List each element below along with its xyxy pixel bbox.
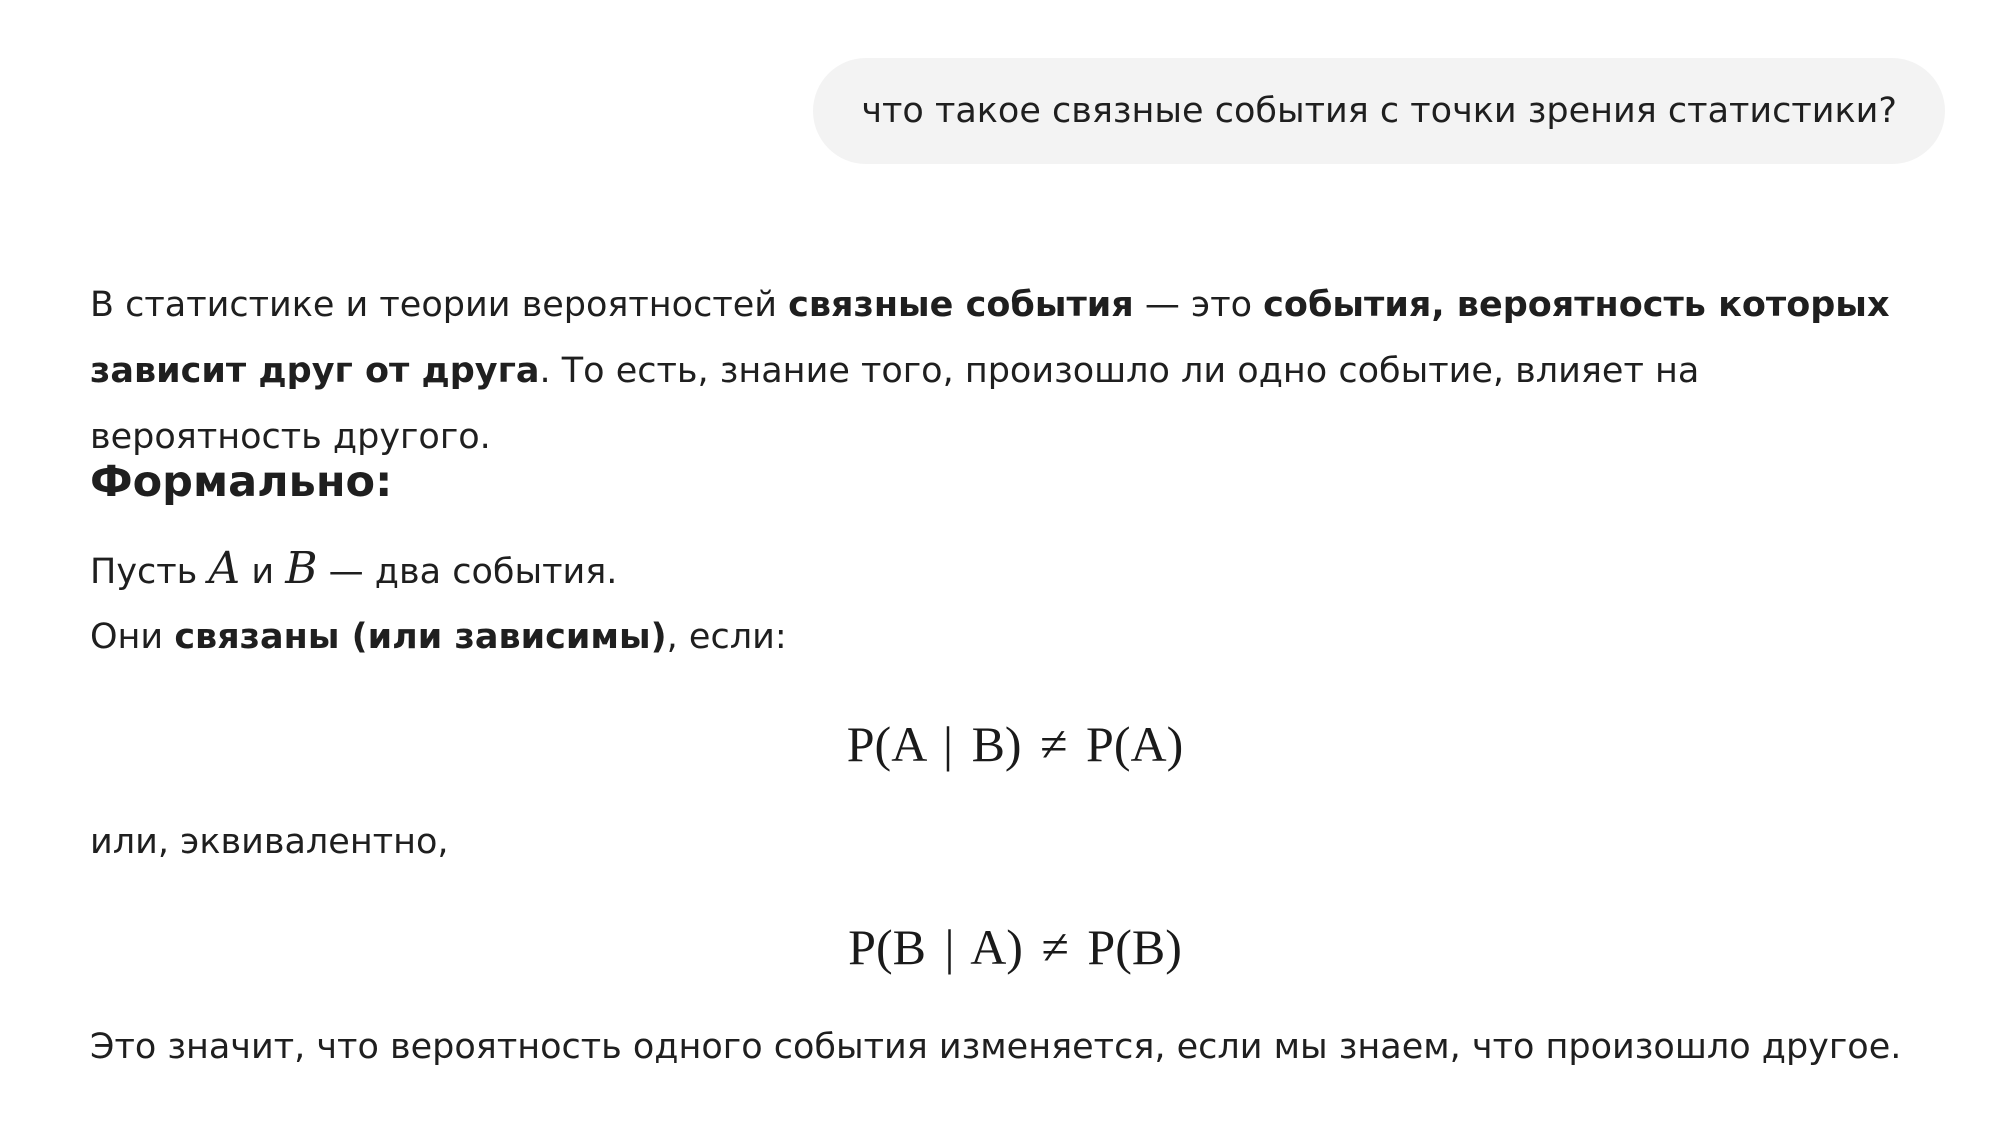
let-line bbox=[90, 544, 617, 597]
intro-bold-2: события, вероятность которых зависит друг от друга bbox=[90, 285, 1890, 391]
formula-2-text: P(B | A) ≠ P(B) bbox=[848, 919, 1182, 975]
intro-text-2: — это bbox=[1133, 285, 1264, 325]
variable-b: B bbox=[285, 543, 318, 594]
assistant-answer bbox=[90, 272, 1940, 1067]
dependent-line bbox=[90, 612, 787, 662]
user-message-text: что такое связные события с точки зрения статистики? bbox=[861, 91, 1897, 131]
section-heading: Формально: bbox=[90, 457, 393, 507]
formula-conditional-a bbox=[90, 709, 1940, 779]
intro-bold-1: связные события bbox=[788, 285, 1134, 325]
conclusion-paragraph: Это значит, что вероятность одного события изменяется, если мы знаем, что произошло другое. bbox=[90, 1027, 1902, 1067]
formula-1-text: P(A | B) ≠ P(A) bbox=[846, 716, 1184, 772]
dependent-suffix: , если: bbox=[666, 617, 787, 657]
let-conj: и bbox=[240, 552, 286, 592]
user-message-bubble bbox=[813, 58, 1945, 164]
dependent-bold: связаны (или зависимы) bbox=[174, 617, 667, 657]
let-prefix: Пусть bbox=[90, 552, 209, 592]
variable-a: A bbox=[208, 543, 241, 594]
let-suffix: — два события. bbox=[317, 552, 618, 592]
dependent-prefix: Они bbox=[90, 617, 175, 657]
equivalently-line: или, эквивалентно, bbox=[90, 822, 449, 862]
formula-conditional-b bbox=[90, 912, 1940, 982]
intro-paragraph bbox=[90, 272, 1940, 470]
intro-text-3: . То есть, знание того, произошло ли одно событие, влияет на вероятность другого. bbox=[90, 351, 1700, 457]
intro-text-1: В статистике и теории вероятностей bbox=[90, 285, 789, 325]
